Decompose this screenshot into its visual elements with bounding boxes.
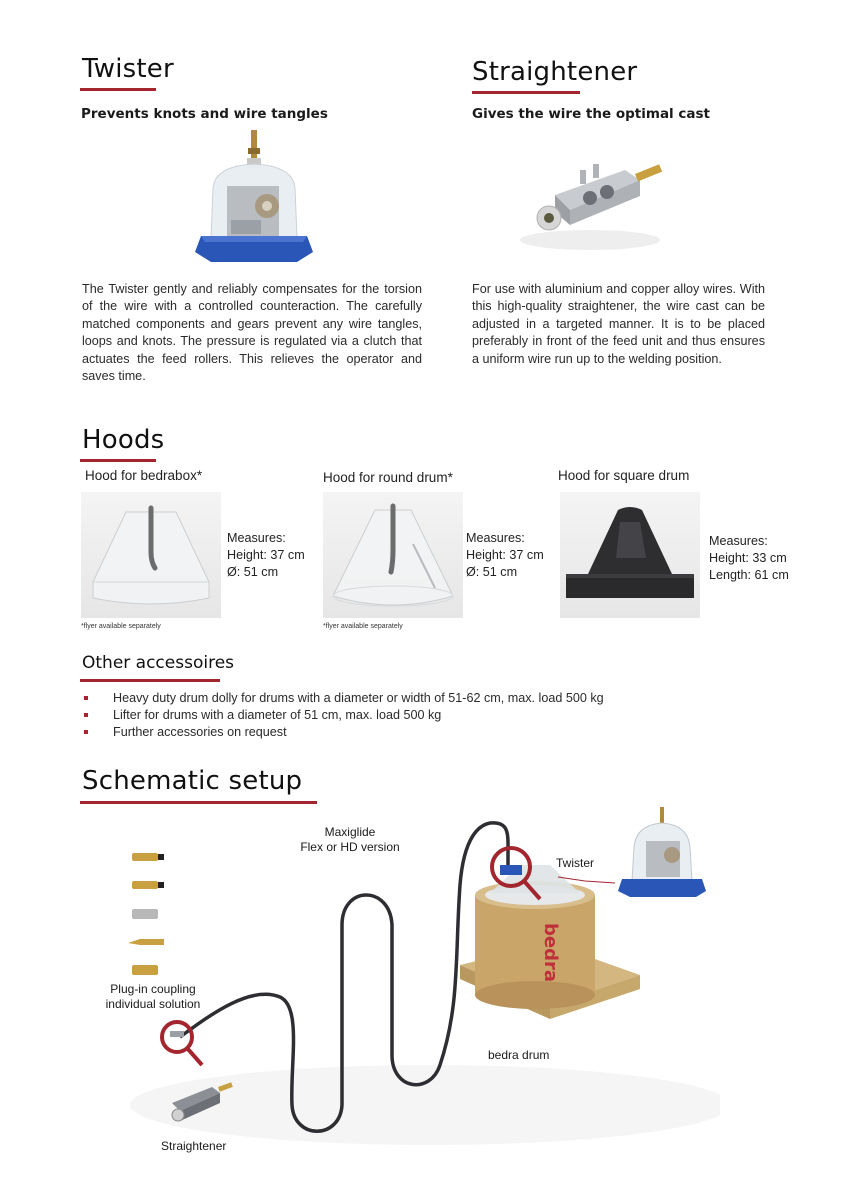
accessories-heading-underline xyxy=(80,679,220,682)
plug-in-coupling-label xyxy=(92,982,214,1012)
hood-bedrabox-title: Hood for bedrabox* xyxy=(85,468,203,483)
accessory-item xyxy=(81,690,761,707)
hoods-heading: Hoods xyxy=(82,425,165,455)
hood-round-drum-measures-label: Measures: xyxy=(466,531,525,545)
drum-brand-text: bedra xyxy=(540,923,561,983)
hood-round-drum-measures xyxy=(466,530,544,581)
hood-square-drum-image xyxy=(560,492,700,618)
hood-square-drum-measures xyxy=(709,533,789,584)
twister-description: The Twister gently and reliably compensates for the torsion of the wire with a controlled counteraction. The carefully matched components and gears prevent any wire tangles, loops and knots. The pressure is regulated via a clutch that actuates the feed rollers. This relieves the operator and saves time. xyxy=(82,282,422,384)
twister-heading-underline xyxy=(80,88,156,91)
bullet-icon xyxy=(84,696,88,700)
maxiglide-label-line2: Flex or HD version xyxy=(300,840,400,854)
hood-round-drum-title: Hood for round drum* xyxy=(323,470,453,485)
plug-in-couplings xyxy=(128,853,164,975)
straightener-label: Straightener xyxy=(161,1139,227,1153)
hood-bedrabox-height: Height: 37 cm xyxy=(227,548,305,562)
hood-square-drum-measures-label: Measures: xyxy=(709,534,768,548)
bullet-icon xyxy=(84,730,88,734)
hood-square-drum-length: Length: 61 cm xyxy=(709,568,789,582)
hood-square-drum-title: Hood for square drum xyxy=(558,468,690,483)
accessory-item xyxy=(81,707,761,724)
hoods-heading-underline xyxy=(80,459,156,462)
plug-in-coupling-label-line2: individual solution xyxy=(105,997,201,1011)
hood-bedrabox-illustration xyxy=(81,492,221,618)
hood-square-drum-height: Height: 33 cm xyxy=(709,551,787,565)
hood-bedrabox-measures-label: Measures: xyxy=(227,531,286,545)
maxiglide-label xyxy=(290,825,410,855)
accessory-item xyxy=(81,724,761,741)
twister-illustration xyxy=(185,128,325,268)
twister-icon xyxy=(618,807,706,897)
hood-bedrabox-footnote: *flyer available separately xyxy=(81,623,161,630)
hood-bedrabox-image xyxy=(81,492,221,618)
straightener-description: For use with aluminium and copper alloy wires. With this high-quality straightener, the wire cast can be adjusted in a targeted manner. It is to be placed preferably in front of the feed unit and thus ensures a uniform wire run up to the welding position. xyxy=(472,282,765,366)
hood-round-drum-footnote: *flyer available separately xyxy=(323,623,403,630)
straightener-heading-underline xyxy=(472,91,580,94)
bullet-icon xyxy=(84,713,88,717)
hood-bedrabox-diameter: Ø: 51 cm xyxy=(227,565,279,579)
straightener-subtitle: Gives the wire the optimal cast xyxy=(472,106,710,122)
maxiglide-label-line1: Maxiglide xyxy=(324,825,376,839)
twister-heading: Twister xyxy=(82,54,174,84)
straightener-illustration xyxy=(505,140,675,260)
hood-round-drum-illustration xyxy=(323,492,463,618)
hood-round-drum-image xyxy=(323,492,463,618)
schematic-heading-underline xyxy=(80,801,317,804)
twister-product-image xyxy=(185,128,325,268)
plug-in-coupling-label-line1: Plug-in coupling xyxy=(110,982,196,996)
hood-round-drum-diameter: Ø: 51 cm xyxy=(466,565,518,579)
hood-square-drum-illustration xyxy=(560,492,700,618)
schematic-heading: Schematic setup xyxy=(82,766,303,796)
hood-bedrabox-measures xyxy=(227,530,305,581)
accessories-list xyxy=(81,690,761,741)
straightener-product-image xyxy=(505,140,675,260)
twister-subtitle: Prevents knots and wire tangles xyxy=(81,106,328,122)
bedra-drum-label: bedra drum xyxy=(488,1048,550,1062)
accessories-heading: Other accessoires xyxy=(82,653,235,673)
twister-label: Twister xyxy=(556,856,595,870)
accessory-item-text: Further accessories on request xyxy=(113,725,287,739)
hood-round-drum-height: Height: 37 cm xyxy=(466,548,544,562)
accessory-item-text: Heavy duty drum dolly for drums with a diameter or width of 51-62 cm, max. load 500 kg xyxy=(113,691,604,705)
accessory-item-text: Lifter for drums with a diameter of 51 cm, max. load 500 kg xyxy=(113,708,442,722)
straightener-heading: Straightener xyxy=(472,57,638,87)
